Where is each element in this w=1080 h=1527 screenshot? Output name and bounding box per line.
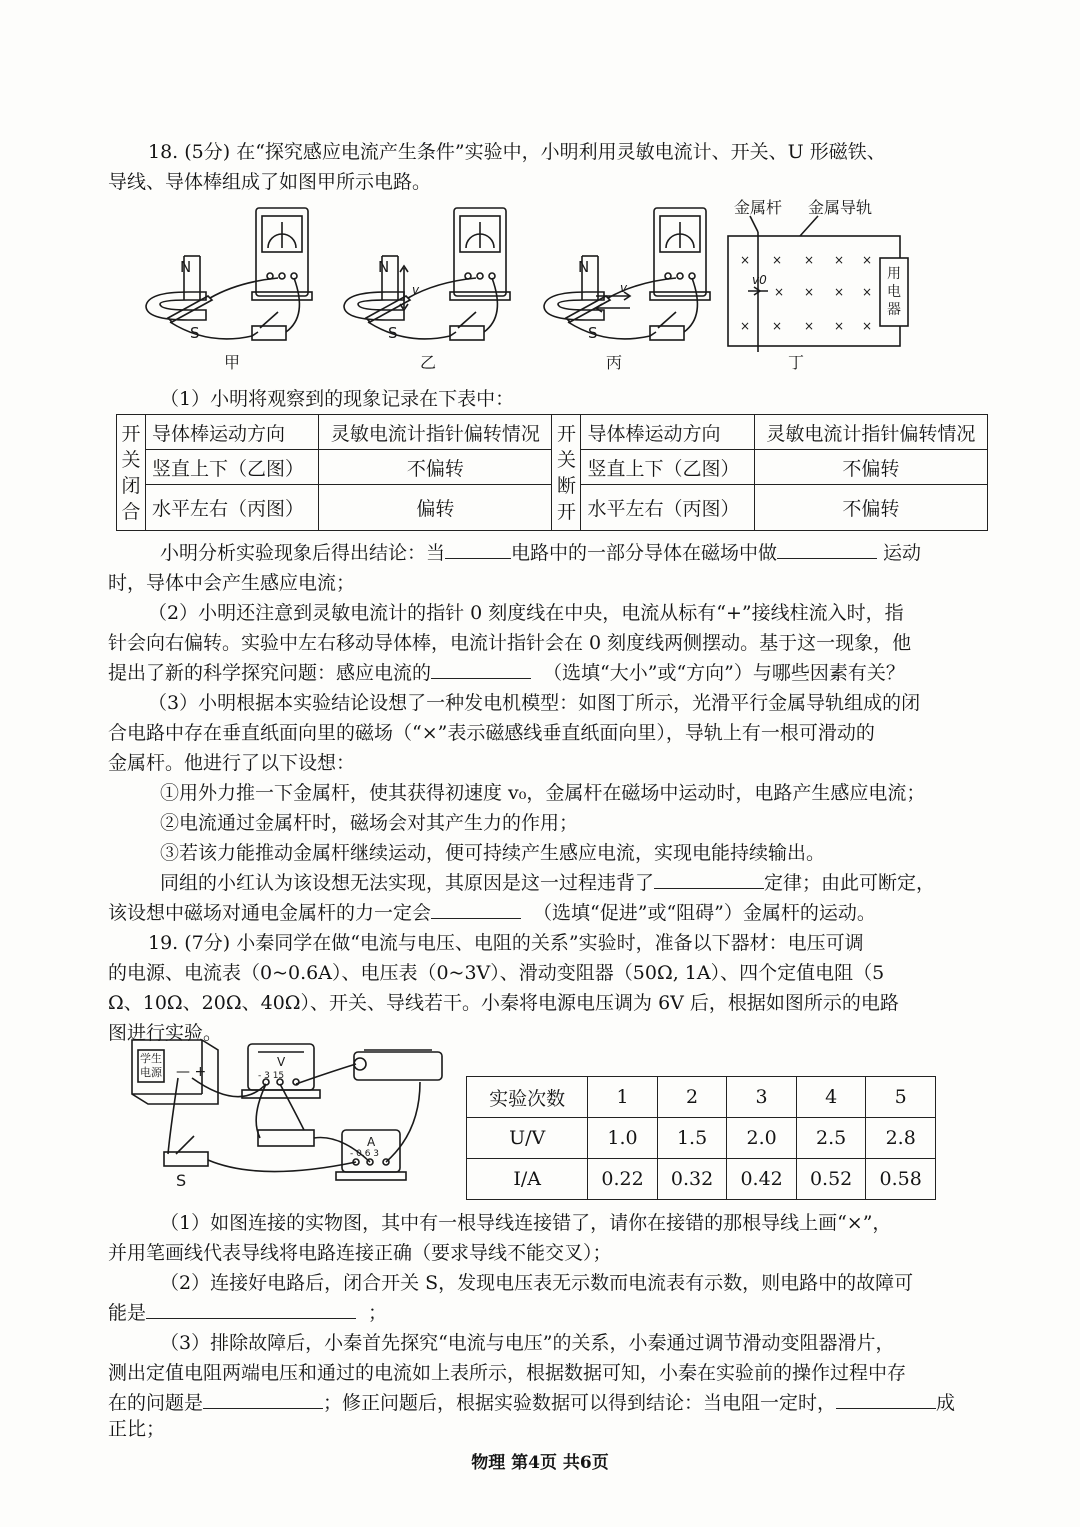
- fig-device-2: 电: [887, 284, 901, 300]
- col-dir-open: 导体棒运动方向: [581, 415, 754, 450]
- ammeter-A: A: [367, 1135, 376, 1149]
- cross: ×: [740, 253, 751, 267]
- answer-blank[interactable]: [203, 1388, 323, 1409]
- cross: ×: [740, 319, 751, 333]
- table-header: 3: [727, 1077, 797, 1118]
- q18-part3-l1: （3）小明根据本实验结论设想了一种发电机模型：如图丁所示，光滑平行金属导轨组成的闭: [148, 692, 921, 714]
- table-header: 2: [657, 1077, 727, 1118]
- q18-conclusion: 小明分析实验现象后得出结论：当 电路中的一部分导体在磁场中做 运动: [108, 538, 1030, 568]
- power-label-a: 学生: [140, 1052, 162, 1065]
- q18-part2-l2: 针会向右偏转。实验中左右移动导体棒，电流计指针会在 0 刻度线两侧摆动。基于这一现象，他: [108, 632, 912, 654]
- fig-yi-N: N: [378, 258, 390, 276]
- q18-observation-table: [116, 414, 988, 531]
- row-label: I/A: [467, 1159, 588, 1200]
- fig-metal-rod: 金属杆: [734, 198, 783, 217]
- voltmeter-scale: - 3 15: [258, 1071, 285, 1081]
- table-cell: 0.58: [866, 1159, 936, 1200]
- q18-part2-l1: （2）小明还注意到灵敏电流计的指针 0 刻度线在中央，电流从标有“+”接线柱流入时，指: [148, 602, 904, 624]
- table-cell: 1.5: [657, 1118, 727, 1159]
- cross: ×: [804, 285, 815, 299]
- table-cell: 水平左右（丙图）: [146, 485, 319, 531]
- table-cell: 不偏转: [754, 450, 987, 485]
- power-terminals: — +: [176, 1064, 207, 1080]
- cross: ×: [834, 253, 845, 267]
- cross: ×: [804, 253, 815, 267]
- answer-blank[interactable]: [431, 658, 531, 679]
- table-cell: 0.22: [588, 1159, 658, 1200]
- row-label: U/V: [467, 1118, 588, 1159]
- table-cell: 偏转: [319, 485, 552, 531]
- table-header: 实验次数: [467, 1077, 588, 1118]
- open-label: 开关断开: [552, 415, 581, 531]
- fig-yi-S: S: [388, 324, 398, 342]
- cross: ×: [772, 253, 783, 267]
- table-header: 4: [796, 1077, 866, 1118]
- answer-blank[interactable]: [431, 898, 521, 919]
- table-header: 1: [588, 1077, 658, 1118]
- cross: ×: [834, 319, 845, 333]
- table-cell: 0.42: [727, 1159, 797, 1200]
- cross: ×: [834, 285, 845, 299]
- fig-v0: v0: [752, 273, 767, 287]
- col-dir-closed: 导体棒运动方向: [146, 415, 319, 450]
- answer-blank[interactable]: [836, 1388, 936, 1409]
- voltmeter-V: V: [277, 1055, 286, 1069]
- q19-circuit-figure: [120, 1022, 460, 1192]
- q18-idea2: ②电流通过金属杆时，磁场会对其产生力的作用；: [160, 812, 579, 834]
- q19-stem-l1: 19. (7分) 小秦同学在做“电流与电压、电阻的关系”实验时，准备以下器材：电压可调: [148, 932, 864, 954]
- fig-bing-N: N: [578, 258, 590, 276]
- q18-red-line2: 该设想中磁场对通电金属杆的力一定会 （选填“促进”或“阻碍”）金属杆的运动。: [108, 898, 978, 928]
- fig-label-yi: 乙: [420, 353, 437, 372]
- closed-label: 开关闭合: [117, 415, 146, 531]
- q19-stem-l3: Ω、10Ω、20Ω、40Ω）、开关、导线若干。小秦将电源电压调为 6V 后，根据如图所示的电路: [108, 992, 899, 1014]
- q18-conclusion-2: 时，导体中会产生感应电流；: [108, 572, 356, 594]
- table-cell: 不偏转: [754, 485, 987, 531]
- fig-jia-S: S: [190, 324, 200, 342]
- table-cell: 2.8: [866, 1118, 936, 1159]
- switch-S: S: [176, 1171, 187, 1190]
- fig-yi-v: v: [412, 283, 420, 297]
- cross: ×: [862, 285, 873, 299]
- figure-yi: [344, 208, 510, 340]
- answer-blank[interactable]: [654, 868, 764, 889]
- q18-part2-l3: 提出了新的科学探究问题：感应电流的 （选填“大小”或“方向”）与哪些因素有关？: [108, 658, 978, 688]
- fig-bing-S: S: [588, 324, 598, 342]
- q19-p3-l3: 在的问题是 ；修正问题后，根据实验数据可以得到结论：当电阻一定时， 成: [108, 1388, 978, 1418]
- fig-device-3: 器: [887, 302, 901, 318]
- cross: ×: [774, 285, 785, 299]
- cross: ×: [804, 319, 815, 333]
- q19-p3-l1: （3）排除故障后，小秦首先探究“电流与电压”的关系，小秦通过调节滑动变阻器滑片，: [160, 1332, 895, 1354]
- q19-p1-l2: 并用笔画线代表导线将电路连接正确（要求导线不能交叉）；: [108, 1242, 612, 1264]
- q19-p3-l4: 正比；: [108, 1418, 166, 1440]
- fig-device-1: 用: [887, 266, 901, 282]
- q18-stem-line1: 18. (5分) 在“探究感应电流产生条件”实验中，小明利用灵敏电流计、开关、U 形磁铁、: [148, 141, 886, 163]
- figure-jia: [146, 208, 312, 340]
- answer-blank[interactable]: [445, 538, 511, 559]
- cross: ×: [862, 253, 873, 267]
- table-cell: 0.52: [796, 1159, 866, 1200]
- table-cell: 竖直上下（乙图）: [146, 450, 319, 485]
- q18-idea3: ③若该力能推动金属杆继续运动，便可持续产生感应电流，实现电能持续输出。: [160, 842, 826, 864]
- fig-label-jia: 甲: [224, 353, 241, 372]
- cross: ×: [772, 319, 783, 333]
- fig-label-bing: 丙: [606, 353, 623, 372]
- q19-stem-l2: 的电源、电流表（0~0.6A）、电压表（0~3V）、滑动变阻器（50Ω, 1A）、四个定值电阻（5: [108, 962, 885, 984]
- fig-bing-v: v: [620, 281, 628, 295]
- q19-p2-l1: （2）连接好电路后，闭合开关 S，发现电压表无示数而电流表有示数，则电路中的故障可: [160, 1272, 914, 1294]
- fig-jia-N: N: [180, 258, 192, 276]
- q19-p1-l1: （1）如图连接的实物图，其中有一根导线连接错了，请你在接错的那根导线上画“×”，: [160, 1212, 892, 1234]
- power-label-b: 电源: [140, 1066, 162, 1079]
- answer-blank[interactable]: [146, 1298, 356, 1319]
- q18-idea1: ①用外力推一下金属杆，使其获得初速度 v₀，金属杆在磁场中运动时，电路产生感应电流；: [160, 782, 926, 804]
- fig-metal-rail: 金属导轨: [808, 198, 873, 217]
- fig-label-ding: 丁: [788, 353, 805, 372]
- table-cell: 不偏转: [319, 450, 552, 485]
- page-footer: 物理 第4页 共6页: [471, 1453, 609, 1473]
- q19-data-table: [466, 1076, 936, 1200]
- q18-part3-l2: 合电路中存在垂直纸面向里的磁场（“×”表示磁感线垂直纸面向里），导轨上有一根可滑动的: [108, 722, 875, 744]
- col-dev-open: 灵敏电流计指针偏转情况: [754, 415, 987, 450]
- q19-p2-l2: 能是 ；: [108, 1298, 978, 1328]
- q18-stem-line2: 导线、导体棒组成了如图甲所示电路。: [108, 171, 432, 193]
- table-header: 5: [866, 1077, 936, 1118]
- col-dev-closed: 灵敏电流计指针偏转情况: [319, 415, 552, 450]
- table-cell: 2.5: [796, 1118, 866, 1159]
- q19-stem-l4: 图进行实验。: [108, 1022, 223, 1044]
- q18-red-line1: 同组的小红认为该设想无法实现，其原因是这一过程违背了 定律；由此可断定，: [108, 868, 1030, 898]
- table-cell: 2.0: [727, 1118, 797, 1159]
- table-cell: 水平左右（丙图）: [581, 485, 754, 531]
- table-cell: 0.32: [657, 1159, 727, 1200]
- cross: ×: [862, 319, 873, 333]
- answer-blank[interactable]: [777, 538, 877, 559]
- figure-bing: [544, 208, 710, 340]
- ammeter-scale: - 0.6 3: [350, 1149, 380, 1159]
- q18-part3-l3: 金属杆。他进行了以下设想：: [108, 752, 356, 774]
- q18-figures: [128, 196, 928, 376]
- fig-device-label: 用电器: [128, 196, 131, 197]
- table-cell: 竖直上下（乙图）: [581, 450, 754, 485]
- q19-p3-l2: 测出定值电阻两端电压和通过的电流如上表所示，根据数据可知，小秦在实验前的操作过程中存: [108, 1362, 907, 1384]
- table-cell: 1.0: [588, 1118, 658, 1159]
- q18-part1: （1）小明将观察到的现象记录在下表中：: [160, 388, 515, 410]
